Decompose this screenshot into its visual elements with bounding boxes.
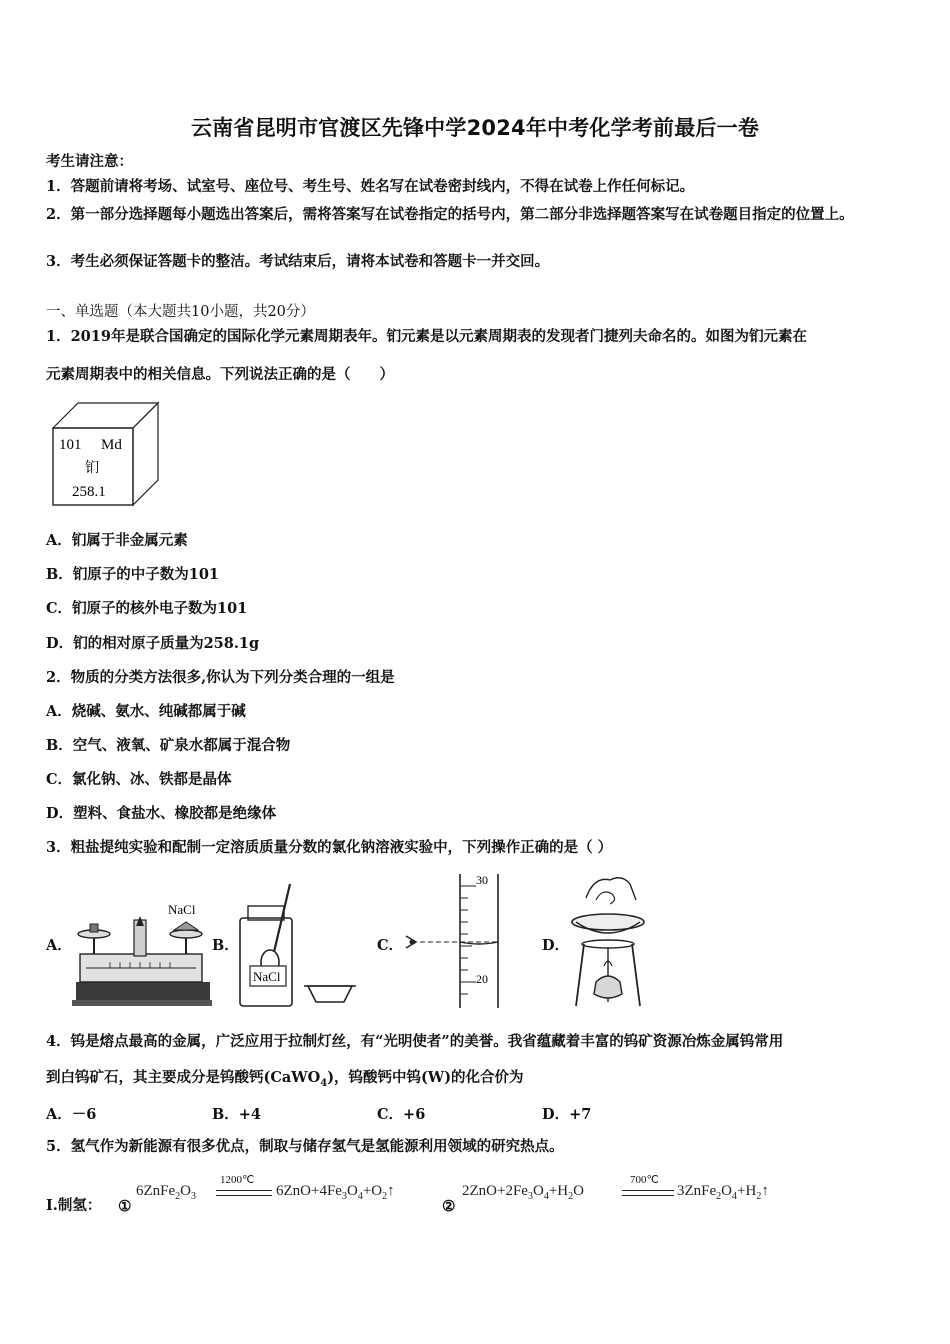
notice-item-1: 1．答题前请将考场、试室号、座位号、考生号、姓名写在试卷密封线内，不得在试卷上作任何标记。 [46, 178, 695, 195]
element-tile-figure [50, 400, 162, 510]
q5-stem: 5．氢气作为新能源有很多优点，制取与储存氢气是氢能源利用领域的研究热点。 [46, 1138, 564, 1155]
notice-heading: 考生请注意： [46, 153, 133, 170]
q1-option-a: A．钔属于非金属元素 [46, 532, 188, 549]
eq2-lhs-sub-b: 4 [543, 1191, 549, 1202]
eq2-lhs-text-b: +H [548, 1183, 569, 1199]
reagent-bottle-illustration [234, 876, 364, 1008]
q5-eq2-mark: ② [442, 1197, 456, 1215]
eq1-rhs-sub-a: 3 [341, 1191, 347, 1202]
q5-eq1-rhs: $6ZnO+4Fe_3O_4+O_2↑$ [276, 1183, 395, 1202]
eq1-rhs-text-a: 6ZnO+4Fe [276, 1183, 342, 1199]
q5-eq2-rhs: $3ZnFe_2O_4+H_2↑$ [677, 1183, 769, 1202]
eq2-gas-arrow: ↑ [761, 1183, 769, 1199]
cylinder-bottom-mark: 20 [476, 972, 488, 986]
q5-eq2-lhs: $2ZnO+2Fe_3O_4+H_2O$ [462, 1183, 584, 1202]
eq2-lhs-text-a: 2ZnO+2Fe [462, 1183, 528, 1199]
q1-option-d: D．钔的相对原子质量为258.1g [46, 635, 260, 652]
section-heading: 一、单选题（本大题共10小题，共20分） [46, 304, 315, 320]
q3-label-d: D． [542, 937, 570, 954]
eq2-rhs-text-a: 3ZnFe [677, 1183, 717, 1199]
eq2-lhs-text-c: O [573, 1183, 584, 1199]
q4-stem-part-a: 到白钨矿石，其主要成分是钨酸钙(CaWO [46, 1069, 321, 1086]
element-symbol: Md [101, 437, 122, 453]
eq2-rhs-sub-b: 4 [732, 1191, 738, 1202]
q2-option-c: C．氯化钠、冰、铁都是晶体 [46, 771, 232, 788]
q3-stem: 3．粗盐提纯实验和配制一定溶质质量分数的氯化钠溶液实验中，下列操作正确的是（ ） [46, 839, 613, 856]
q4-stem-line2 [46, 1068, 524, 1094]
q4-option-d: D．+7 [542, 1106, 592, 1123]
evaporation-illustration [566, 870, 652, 1010]
page-title: 云南省昆明市官渡区先锋中学2024年中考化学考前最后一卷 [190, 116, 760, 140]
notice-item-3: 3．考生必须保证答题卡的整洁。考试结束后，请将本试卷和答题卡一并交回。 [46, 253, 550, 270]
eq2-rhs-sub-a: 2 [716, 1191, 722, 1202]
eq1-rhs-text-b: +O [362, 1183, 383, 1199]
q2-option-d: D．塑料、食盐水、橡胶都是绝缘体 [46, 805, 277, 822]
eq2-lhs-sub-a: 3 [527, 1191, 533, 1202]
element-name: 钔 [85, 460, 99, 476]
q4-option-c: C．+6 [377, 1106, 426, 1123]
balance-nacl-label: NaCl [168, 902, 196, 917]
eq2-rhs-text-b: +H [737, 1183, 757, 1199]
bottle-nacl-label: NaCl [253, 969, 281, 984]
balance-illustration [70, 896, 212, 1008]
q4-stem-part-b: )，钨酸钙中钨(W)的化合价为 [327, 1069, 524, 1086]
eq1-gas-arrow: ↑ [387, 1183, 395, 1199]
q5-eq1-equals-sign [216, 1190, 272, 1196]
q3-label-b: B． [212, 937, 239, 954]
q1-option-c: C．钔原子的核外电子数为101 [46, 600, 248, 617]
q5-eq1-mark: ① [118, 1197, 132, 1215]
q3-label-c: C． [377, 937, 404, 954]
q5-eq2-equals-sign [622, 1190, 674, 1196]
eq1-rhs-sub-b: 4 [357, 1191, 363, 1202]
eq1-lhs-sub-b: 3 [191, 1191, 197, 1202]
q1-option-b: B．钔原子的中子数为101 [46, 566, 220, 583]
q4-stem-sub: 4 [320, 1077, 328, 1089]
q5-eq2-condition: 700℃ [630, 1174, 659, 1186]
eq1-lhs-sub-a: 2 [175, 1191, 181, 1202]
element-mass: 258.1 [72, 484, 106, 500]
q4-stem-line1: 4．钨是熔点最高的金属，广泛应用于拉制灯丝，有“光明使者”的美誉。我省蕴藏着丰富的钨矿资源冶炼金属钨常用 [46, 1033, 784, 1050]
eq2-lhs-sub-c: 2 [568, 1191, 574, 1202]
q2-option-b: B．空气、液氧、矿泉水都属于混合物 [46, 737, 291, 754]
q5-eq1-condition: 1200℃ [220, 1174, 255, 1186]
q3-label-a: A． [46, 937, 72, 954]
q2-stem: 2．物质的分类方法很多,你认为下列分类合理的一组是 [46, 669, 395, 686]
q1-stem-line2: 元素周期表中的相关信息。下列说法正确的是（ ） [46, 366, 394, 383]
q4-option-b: B．+4 [212, 1106, 261, 1123]
q1-stem-line1: 1．2019年是联合国确定的国际化学元素周期表年。钔元素是以元素周期表的发现者门捷列夫命名的。如图为钔元素在 [46, 328, 807, 345]
q5-eq1-lhs: $6ZnFe_2O_3$ [136, 1183, 197, 1202]
q4-option-a: A．－6 [46, 1106, 97, 1123]
element-number: 101 [59, 437, 82, 453]
eq1-rhs-sub-c: 2 [382, 1191, 388, 1202]
cylinder-top-mark: 30 [476, 873, 488, 887]
graduated-cylinder-illustration [400, 870, 510, 1010]
eq2-rhs-sub-c: 2 [756, 1191, 762, 1202]
q2-option-a: A．烧碱、氨水、纯碱都属于碱 [46, 703, 246, 720]
q5-part-label: Ⅰ.制氢： [46, 1197, 102, 1214]
notice-item-2: 2．第一部分选择题每小题选出答案后，需将答案写在试卷指定的括号内，第二部分非选择题答案写在试卷题目指定的位置上。 [46, 206, 854, 223]
eq1-lhs-text: 6ZnFe [136, 1183, 176, 1199]
